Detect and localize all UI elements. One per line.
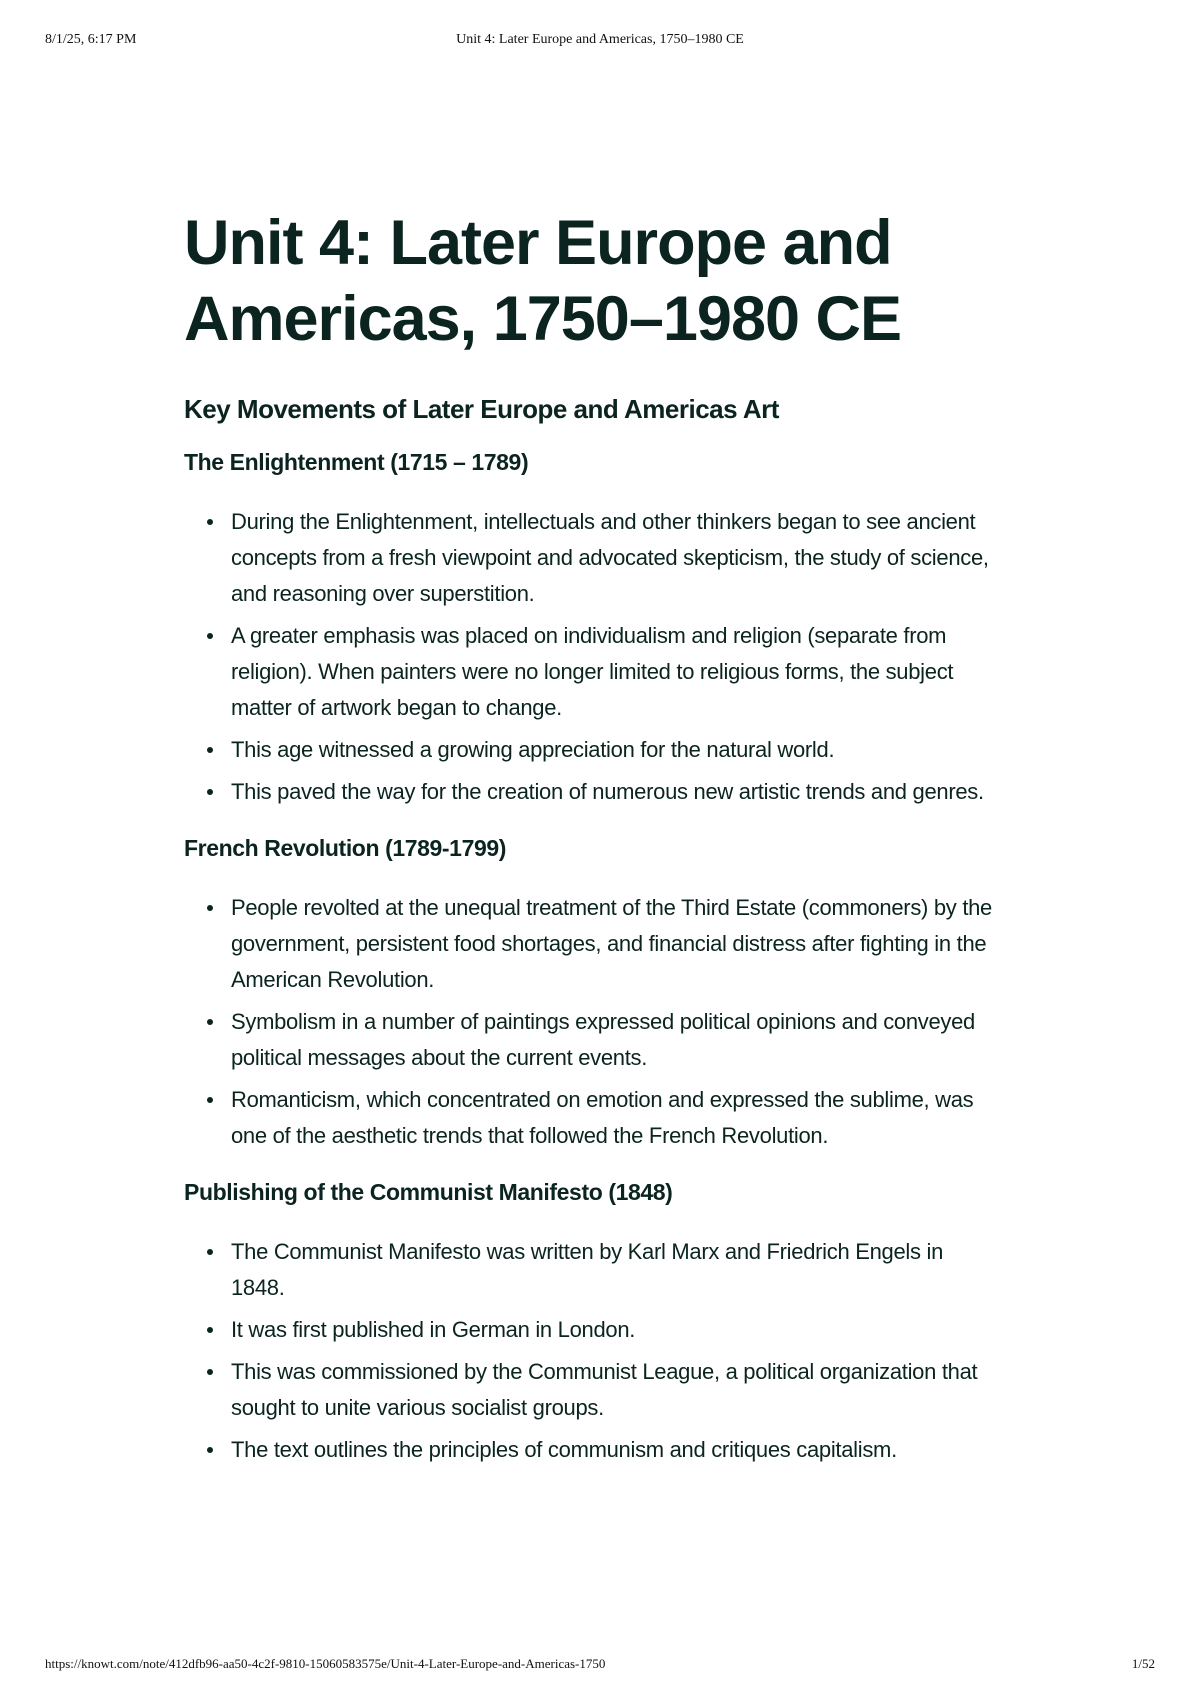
list-item: This age witnessed a growing appreciation for the natural world. <box>231 732 1001 768</box>
section-heading: French Revolution (1789-1799) <box>184 835 507 861</box>
list-item: Symbolism in a number of paintings expressed political opinions and conveyed political messages about the current events. <box>231 1004 1001 1076</box>
print-header <box>45 32 1155 52</box>
page-title <box>184 205 1014 357</box>
list-item: This paved the way for the creation of numerous new artistic trends and genres. <box>231 774 1001 810</box>
print-date: 8/1/25, 6:17 PM <box>45 32 137 47</box>
section-heading: Publishing of the Communist Manifesto (1848) <box>184 1179 673 1205</box>
page-number: 1/52 <box>1131 1656 1155 1671</box>
list-item: It was first published in German in London. <box>231 1312 1001 1348</box>
section-heading: The Enlightenment (1715 – 1789) <box>184 449 529 475</box>
section-french-revolution <box>184 832 1014 1154</box>
list-item: A greater emphasis was placed on individualism and religion (separate from religion). When painters were no longer limited to religious forms, the subject matter of artwork began to change. <box>231 618 1001 726</box>
print-doc-title: Unit 4: Later Europe and Americas, 1750–1980 CE <box>456 32 744 47</box>
bullet-list <box>184 890 1014 1154</box>
section-subtitle: Key Movements of Later Europe and Americas Art <box>184 394 779 424</box>
note-content <box>184 205 1014 1474</box>
page-url: https://knowt.com/note/412dfb96-aa50-4c2f-9810-15060583575e/Unit-4-Later-Europe-and-Americas-1750 <box>45 1656 606 1671</box>
section-communist-manifesto <box>184 1176 1014 1468</box>
print-footer <box>45 1656 1155 1676</box>
page-title-line-1: Unit 4: Later Europe and <box>184 208 892 278</box>
section-enlightenment <box>184 446 1014 810</box>
list-item: The text outlines the principles of communism and critiques capitalism. <box>231 1432 1001 1468</box>
list-item: People revolted at the unequal treatment of the Third Estate (commoners) by the government, persistent food shortages, and financial distress after fighting in the American Revolution. <box>231 890 1001 998</box>
list-item: The Communist Manifesto was written by Karl Marx and Friedrich Engels in 1848. <box>231 1234 1001 1306</box>
list-item: During the Enlightenment, intellectuals and other thinkers began to see ancient concepts from a fresh viewpoint and advocated skepticism, the study of science, and reasoning over superstition. <box>231 504 1001 612</box>
page-title-line-2: Americas, 1750–1980 CE <box>184 284 902 354</box>
bullet-list <box>184 1234 1014 1468</box>
bullet-list <box>184 504 1014 810</box>
list-item: Romanticism, which concentrated on emotion and expressed the sublime, was one of the aesthetic trends that followed the French Revolution. <box>231 1082 1001 1154</box>
list-item: This was commissioned by the Communist League, a political organization that sought to unite various socialist groups. <box>231 1354 1001 1426</box>
